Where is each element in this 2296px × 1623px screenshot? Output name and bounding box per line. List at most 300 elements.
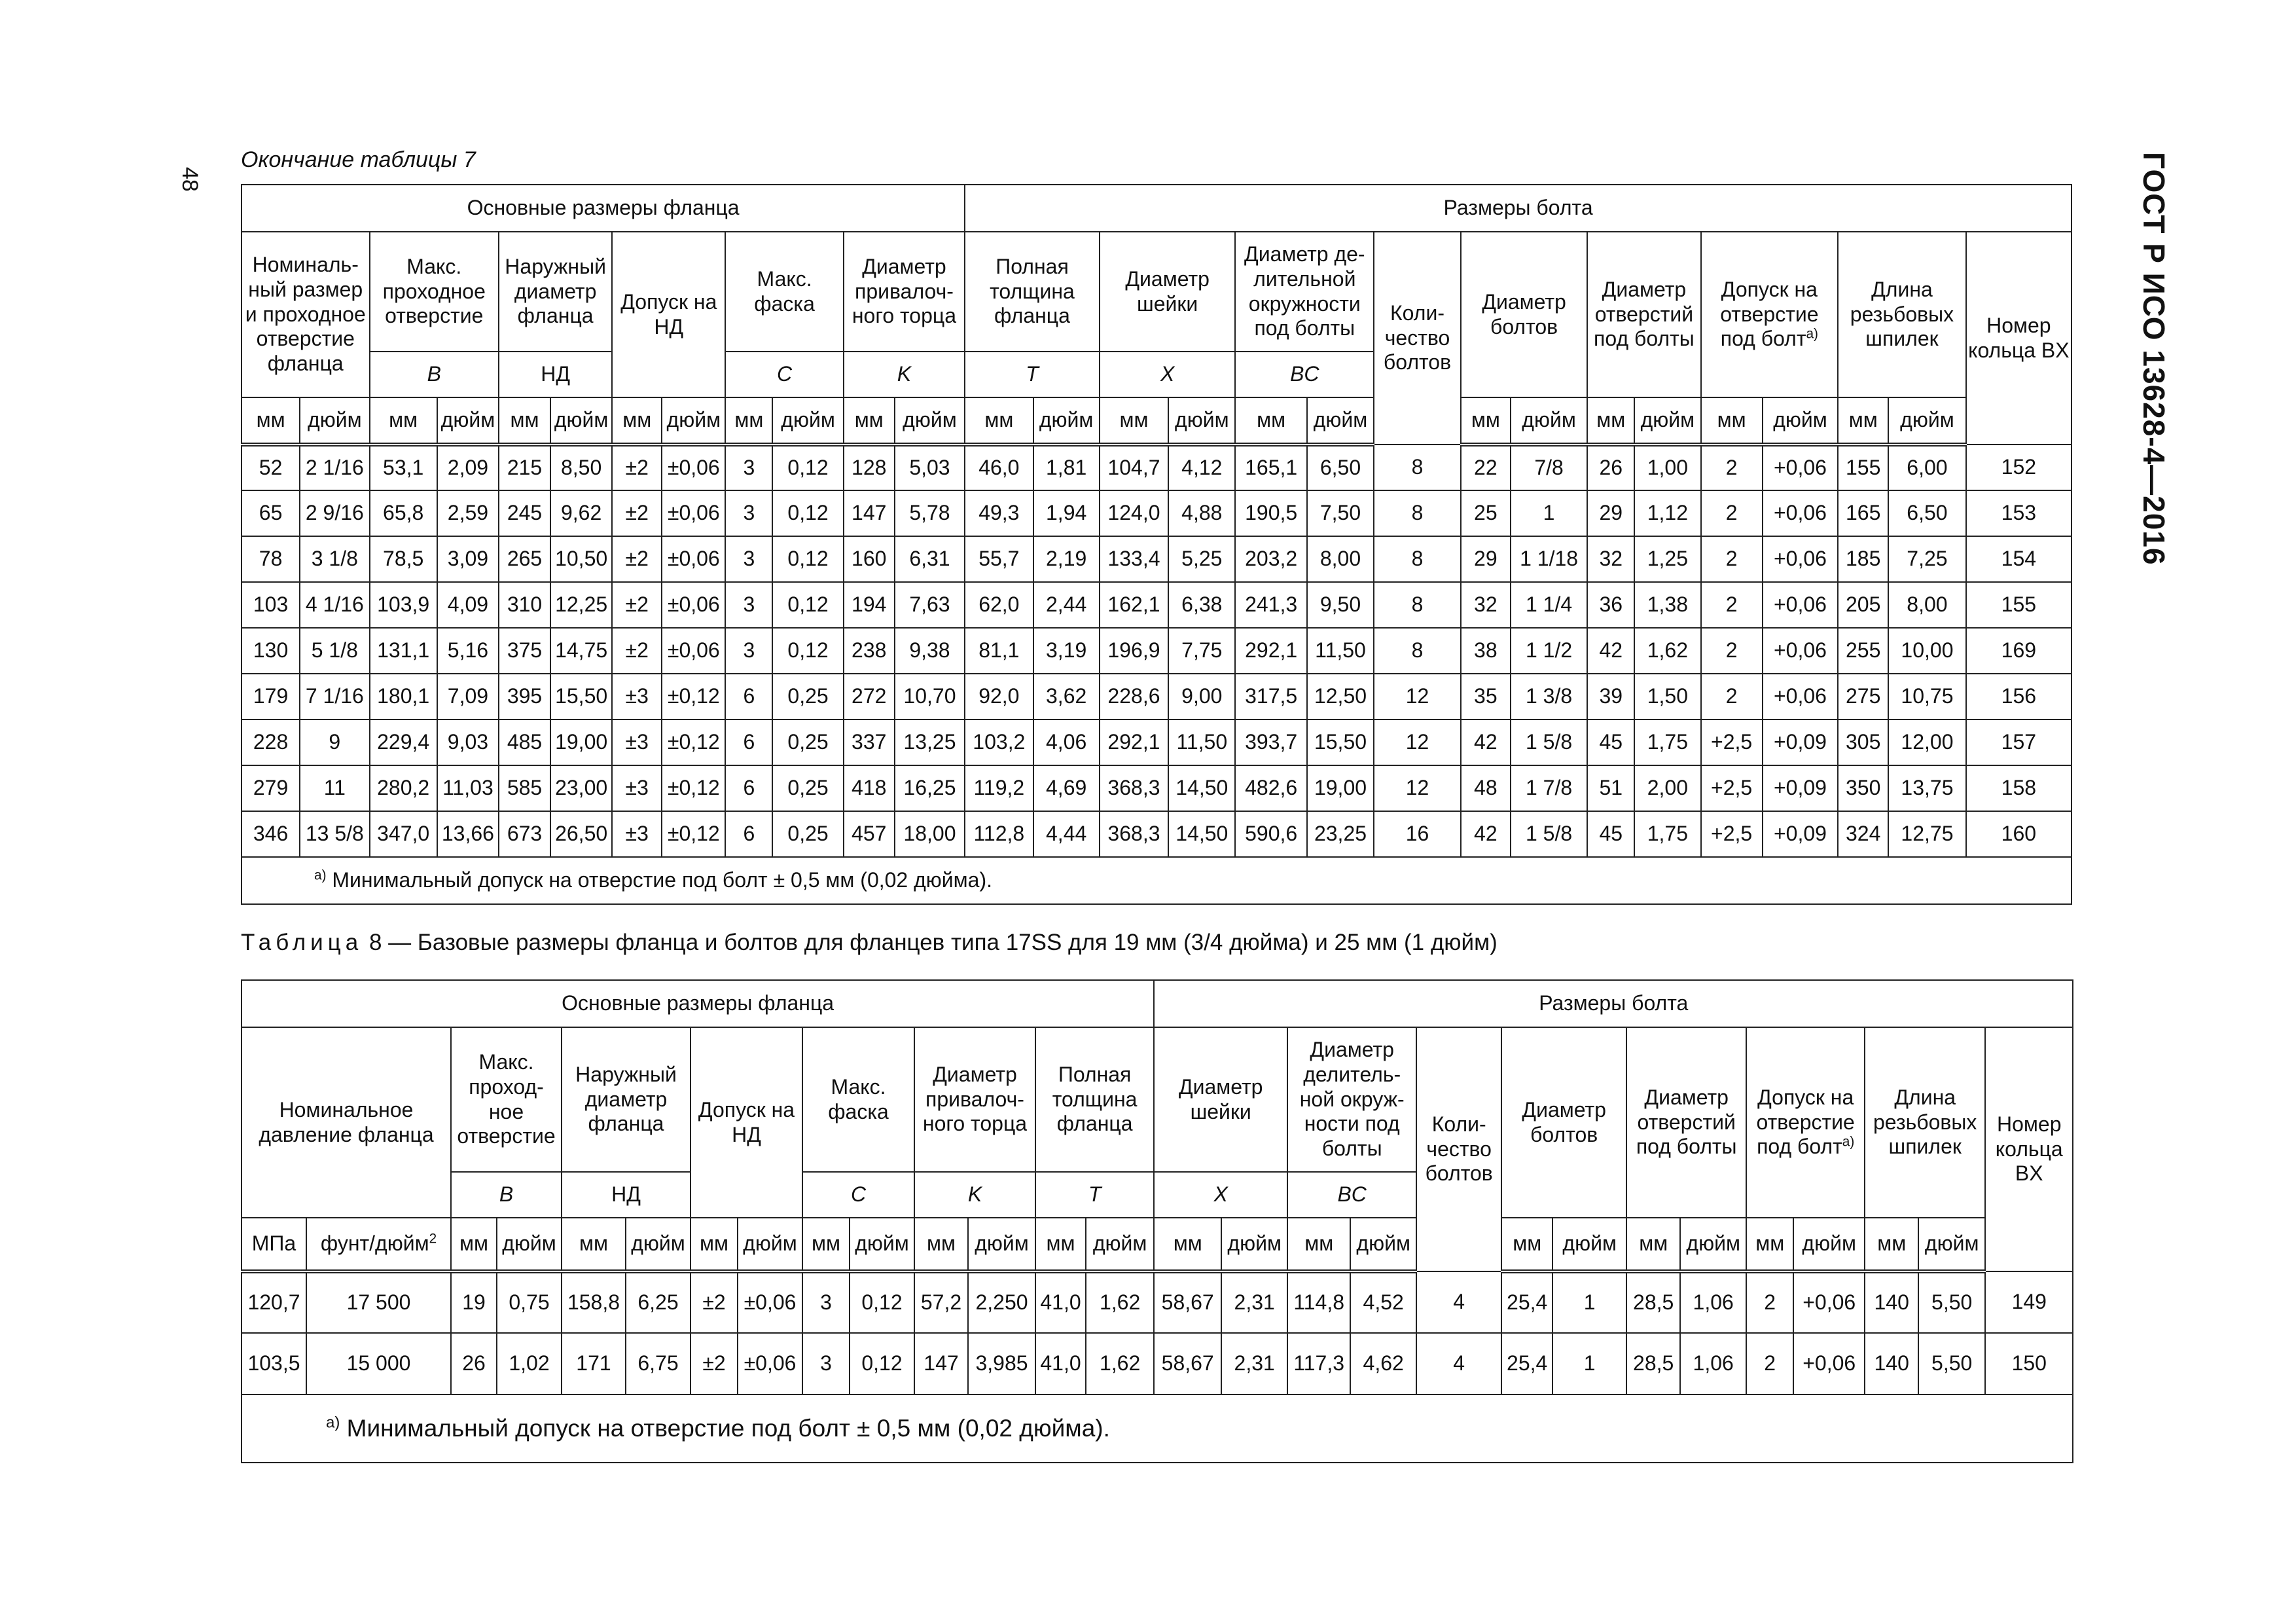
- table8-unit-in: дюйм: [626, 1218, 691, 1271]
- table-cell: +0,09: [1763, 720, 1838, 765]
- table-cell: 160: [844, 536, 895, 582]
- table8-col-bore: Макс. проход-ное отверстие: [451, 1027, 562, 1172]
- table-cell: 9,50: [1307, 582, 1374, 628]
- table8-body: [242, 1271, 2073, 1395]
- table-cell: 12,75: [1888, 811, 1966, 857]
- table-cell: 1,62: [1086, 1271, 1154, 1333]
- table-cell: 1 5/8: [1511, 720, 1588, 765]
- table8-footnote: $^{a)}$ Минимальный допуск на отверстие под болт ± 0,5 мм (0,02 дюйма).: [242, 1395, 2073, 1463]
- table-cell: 12,00: [1888, 720, 1966, 765]
- table-cell: 10,00: [1888, 628, 1966, 674]
- table-cell: 190,5: [1235, 490, 1306, 536]
- table-cell: 317,5: [1235, 674, 1306, 720]
- table-cell: 117,3: [1287, 1333, 1350, 1395]
- table-cell: 140: [1865, 1333, 1918, 1395]
- table-cell: 3,09: [437, 536, 499, 582]
- table7-unit-mm: мм: [1701, 397, 1763, 445]
- table-cell: 5,25: [1168, 536, 1235, 582]
- table-cell: 238: [844, 628, 895, 674]
- table-cell: 0,12: [850, 1271, 914, 1333]
- table8-unit-mm: мм: [802, 1218, 850, 1271]
- table-cell: 0,25: [772, 720, 843, 765]
- table-cell: 6,00: [1888, 445, 1966, 490]
- table8-sym-chamfer: C: [802, 1172, 914, 1218]
- table7-sym-bolt-circle: BC: [1235, 352, 1374, 397]
- table-row: [242, 628, 2072, 674]
- table-cell: 10,75: [1888, 674, 1966, 720]
- table7-col-od: Наружный диаметр фланца: [499, 232, 612, 352]
- table7-col-bolt-count: Коли-чество болтов: [1374, 232, 1461, 445]
- table-cell: 165,1: [1235, 445, 1306, 490]
- table-row: [242, 445, 2072, 490]
- table8-unit-in: дюйм: [497, 1218, 562, 1271]
- table-cell: 2 1/16: [300, 445, 369, 490]
- table7-footnote: $^{a)}$ Минимальный допуск на отверстие под болт ± 0,5 мм (0,02 дюйма).: [242, 857, 2072, 904]
- table-cell: 15 000: [306, 1333, 451, 1395]
- table-cell: 2 9/16: [300, 490, 369, 536]
- table-cell: 147: [844, 490, 895, 536]
- table-cell: 152: [1966, 445, 2072, 490]
- table-cell: 337: [844, 720, 895, 765]
- table-cell: +0,06: [1793, 1333, 1865, 1395]
- table-cell: 25,4: [1501, 1271, 1552, 1333]
- table7-unit-mm: мм: [499, 397, 550, 445]
- table-cell: 305: [1838, 720, 1888, 765]
- table-cell: 28,5: [1626, 1333, 1680, 1395]
- table8-sym-rf: K: [914, 1172, 1035, 1218]
- table7-unit-in: дюйм: [1168, 397, 1235, 445]
- table-cell: +0,06: [1793, 1271, 1865, 1333]
- table7-continuation-title: Окончание таблицы 7: [241, 147, 476, 172]
- table7-unit-mm: мм: [1235, 397, 1306, 445]
- table-cell: 3,19: [1033, 628, 1100, 674]
- table-cell: 14,50: [1168, 811, 1235, 857]
- table-row: [242, 536, 2072, 582]
- table-cell: 2: [1746, 1271, 1793, 1333]
- table-cell: 2: [1701, 445, 1763, 490]
- table-cell: 4,44: [1033, 811, 1100, 857]
- table-cell: 180,1: [370, 674, 437, 720]
- table7-unit-mm: мм: [844, 397, 895, 445]
- table-cell: 228: [242, 720, 300, 765]
- table-cell: 23,25: [1307, 811, 1374, 857]
- table-cell: 1,02: [497, 1333, 562, 1395]
- table7-body: [242, 445, 2072, 857]
- table-cell: 3: [725, 536, 772, 582]
- table-cell: 4,12: [1168, 445, 1235, 490]
- table-cell: +0,06: [1763, 674, 1838, 720]
- table-cell: 8: [1374, 582, 1461, 628]
- table-cell: 2: [1701, 536, 1763, 582]
- table-cell: 130: [242, 628, 300, 674]
- table-cell: 103,2: [965, 720, 1033, 765]
- table-cell: 6,25: [626, 1271, 691, 1333]
- table-cell: 3: [725, 490, 772, 536]
- table-cell: 8: [1374, 628, 1461, 674]
- table-row: [242, 490, 2072, 536]
- table8-unit-mm: мм: [1287, 1218, 1350, 1271]
- table-cell: 4: [1416, 1271, 1501, 1333]
- table7-sym-od: НД: [499, 352, 612, 397]
- table-cell: ±3: [612, 674, 662, 720]
- table8-unit-mpa: МПа: [242, 1218, 306, 1271]
- table-cell: 124,0: [1100, 490, 1168, 536]
- table-cell: 4: [1416, 1333, 1501, 1395]
- table7-sym-rf: K: [844, 352, 965, 397]
- table-cell: 673: [499, 811, 550, 857]
- table-cell: ±2: [612, 582, 662, 628]
- table-cell: 245: [499, 490, 550, 536]
- table8-col-tolerance: Допуск на НД: [691, 1027, 802, 1218]
- table8-col-pressure: Номинальное давление фланца: [242, 1027, 451, 1218]
- table7-col-thickness: Полная толщина фланца: [965, 232, 1100, 352]
- table-cell: 7,25: [1888, 536, 1966, 582]
- table-cell: 13,75: [1888, 765, 1966, 811]
- table-cell: ±2: [612, 628, 662, 674]
- table-cell: 185: [1838, 536, 1888, 582]
- table-cell: 0,25: [772, 674, 843, 720]
- table-cell: 19,00: [550, 720, 612, 765]
- table-cell: ±3: [612, 720, 662, 765]
- table-cell: 203,2: [1235, 536, 1306, 582]
- table-cell: 3 1/8: [300, 536, 369, 582]
- table-cell: 6,75: [626, 1333, 691, 1395]
- table8-col-od: Наружный диаметр фланца: [562, 1027, 691, 1172]
- table-cell: 57,2: [914, 1271, 968, 1333]
- table-cell: 3: [802, 1271, 850, 1333]
- table8-unit-in: дюйм: [850, 1218, 914, 1271]
- table-cell: 140: [1865, 1271, 1918, 1333]
- table-cell: 1 7/8: [1511, 765, 1588, 811]
- table-cell: 149: [1985, 1271, 2073, 1333]
- table-cell: 13 5/8: [300, 811, 369, 857]
- table-cell: 25,4: [1501, 1333, 1552, 1395]
- table7-group-flange: Основные размеры фланца: [242, 185, 965, 232]
- table7-col-hole-diameter: Диаметр отверстий под болты: [1587, 232, 1700, 397]
- table-cell: 1: [1552, 1271, 1626, 1333]
- table-cell: 62,0: [965, 582, 1033, 628]
- table8-unit-in: дюйм: [1918, 1218, 1985, 1271]
- table-cell: 52: [242, 445, 300, 490]
- table-cell: 103,9: [370, 582, 437, 628]
- table-cell: 1 5/8: [1511, 811, 1588, 857]
- table-cell: 58,67: [1154, 1333, 1221, 1395]
- table7-unit-in: дюйм: [1763, 397, 1838, 445]
- table-cell: 65,8: [370, 490, 437, 536]
- table-cell: 9,62: [550, 490, 612, 536]
- table-cell: 156: [1966, 674, 2072, 720]
- table8-col-raised-face: Диаметр привалоч-ного торца: [914, 1027, 1035, 1172]
- table-cell: 10,70: [895, 674, 965, 720]
- table7-unit-mm: мм: [370, 397, 437, 445]
- table-cell: ±0,12: [662, 720, 725, 765]
- table8-col-bolt-circle: Диаметр делитель-ной окруж-ности под болты: [1287, 1027, 1416, 1172]
- table-cell: 39: [1587, 674, 1634, 720]
- table-cell: 346: [242, 811, 300, 857]
- table8: [241, 979, 2073, 1463]
- table-cell: 1,00: [1634, 445, 1700, 490]
- table-cell: 48: [1461, 765, 1511, 811]
- table7-unit-in: дюйм: [895, 397, 965, 445]
- table-cell: 275: [1838, 674, 1888, 720]
- table-cell: 194: [844, 582, 895, 628]
- table-cell: +2,5: [1701, 765, 1763, 811]
- table-cell: 103: [242, 582, 300, 628]
- table-cell: 114,8: [1287, 1271, 1350, 1333]
- table-cell: 1 3/8: [1511, 674, 1588, 720]
- table8-col-hole-diameter: Диаметр отверстий под болты: [1626, 1027, 1746, 1218]
- table7-col-bolt-circle: Диаметр де-лительной окружности под болты: [1235, 232, 1374, 352]
- table7-unit-in: дюйм: [437, 397, 499, 445]
- table7-col-nominal: Номиналь-ный размер и проходное отверстие фланца: [242, 232, 370, 397]
- table-cell: 0,12: [850, 1333, 914, 1395]
- table-cell: 12,25: [550, 582, 612, 628]
- table-cell: 120,7: [242, 1271, 306, 1333]
- table-cell: 158,8: [562, 1271, 626, 1333]
- table-cell: 2,31: [1221, 1271, 1287, 1333]
- table-cell: 19,00: [1307, 765, 1374, 811]
- table-cell: 2: [1701, 628, 1763, 674]
- table8-unit-in: дюйм: [968, 1218, 1035, 1271]
- table-cell: 35: [1461, 674, 1511, 720]
- table-cell: 53,1: [370, 445, 437, 490]
- table-cell: 255: [1838, 628, 1888, 674]
- table7-unit-in: дюйм: [1634, 397, 1700, 445]
- table-cell: 279: [242, 765, 300, 811]
- table-cell: ±2: [691, 1333, 738, 1395]
- table-cell: 162,1: [1100, 582, 1168, 628]
- table-cell: 1,50: [1634, 674, 1700, 720]
- table7-group-bolt: Размеры болта: [965, 185, 2072, 232]
- table-cell: 12,50: [1307, 674, 1374, 720]
- table-cell: 9,03: [437, 720, 499, 765]
- table-cell: 375: [499, 628, 550, 674]
- table-cell: 155: [1838, 445, 1888, 490]
- table-cell: 272: [844, 674, 895, 720]
- table-cell: 1: [1552, 1333, 1626, 1395]
- table-cell: +0,06: [1763, 582, 1838, 628]
- table7-unit-in: дюйм: [1033, 397, 1100, 445]
- table-cell: +0,06: [1763, 536, 1838, 582]
- table7-col-bolt-diameter: Диаметр болтов: [1461, 232, 1587, 397]
- table-cell: 1,06: [1680, 1271, 1746, 1333]
- table-cell: 2,19: [1033, 536, 1100, 582]
- table7-sym-bore: B: [370, 352, 499, 397]
- table-cell: 0,12: [772, 582, 843, 628]
- table-cell: 154: [1966, 536, 2072, 582]
- table-cell: 2,59: [437, 490, 499, 536]
- table7-sym-chamfer: C: [725, 352, 843, 397]
- table-cell: 229,4: [370, 720, 437, 765]
- table-cell: ±2: [612, 445, 662, 490]
- table-cell: ±2: [612, 490, 662, 536]
- table7-unit-mm: мм: [1587, 397, 1634, 445]
- table-cell: 160: [1966, 811, 2072, 857]
- table8-col-stud-length: Длина резьбовых шпилек: [1865, 1027, 1985, 1218]
- table-cell: 17 500: [306, 1271, 451, 1333]
- table7-col-stud-length: Длина резьбовых шпилек: [1838, 232, 1966, 397]
- table-cell: ±0,06: [738, 1333, 802, 1395]
- table8-sym-bolt-circle: BC: [1287, 1172, 1416, 1218]
- table-cell: 0,25: [772, 765, 843, 811]
- table-cell: 45: [1587, 720, 1634, 765]
- table-cell: 171: [562, 1333, 626, 1395]
- table-cell: 1 1/2: [1511, 628, 1588, 674]
- table-cell: 9: [300, 720, 369, 765]
- table7-unit-mm: мм: [1838, 397, 1888, 445]
- table-cell: 8,00: [1888, 582, 1966, 628]
- table-cell: 215: [499, 445, 550, 490]
- table-cell: +2,5: [1701, 811, 1763, 857]
- table-cell: 4,62: [1350, 1333, 1416, 1395]
- table-cell: 3: [725, 445, 772, 490]
- table-cell: 78,5: [370, 536, 437, 582]
- table-cell: 92,0: [965, 674, 1033, 720]
- table-cell: 25: [1461, 490, 1511, 536]
- table-cell: 7,63: [895, 582, 965, 628]
- table-row: [242, 765, 2072, 811]
- table-cell: 1: [1511, 490, 1588, 536]
- table-cell: 14,50: [1168, 765, 1235, 811]
- table-cell: 32: [1587, 536, 1634, 582]
- table-cell: 49,3: [965, 490, 1033, 536]
- table-cell: 4,69: [1033, 765, 1100, 811]
- table-cell: 8,00: [1307, 536, 1374, 582]
- table8-col-ring-number: Номер кольца BX: [1985, 1027, 2073, 1271]
- table-cell: +0,06: [1763, 628, 1838, 674]
- table-cell: 7,75: [1168, 628, 1235, 674]
- table-cell: 0,12: [772, 628, 843, 674]
- table-cell: 205: [1838, 582, 1888, 628]
- table-cell: 8: [1374, 490, 1461, 536]
- table-cell: 65: [242, 490, 300, 536]
- table8-unit-mm: мм: [1501, 1218, 1552, 1271]
- table-cell: 2,250: [968, 1271, 1035, 1333]
- table7-col-tolerance: Допуск на НД: [612, 232, 725, 397]
- table-cell: 347,0: [370, 811, 437, 857]
- table-cell: 128: [844, 445, 895, 490]
- table-cell: 12: [1374, 765, 1461, 811]
- table-cell: 5 1/8: [300, 628, 369, 674]
- table-cell: +0,06: [1763, 445, 1838, 490]
- table-cell: 6: [725, 674, 772, 720]
- table-cell: 196,9: [1100, 628, 1168, 674]
- table7-col-bore: Макс. проходное отверстие: [370, 232, 499, 352]
- table8-unit-in: дюйм: [1680, 1218, 1746, 1271]
- table8-sym-od: НД: [562, 1172, 691, 1218]
- table7-col-chamfer: Макс. фаска: [725, 232, 843, 352]
- table-cell: 1,06: [1680, 1333, 1746, 1395]
- table8-unit-mm: мм: [914, 1218, 968, 1271]
- table-cell: ±0,06: [738, 1271, 802, 1333]
- table-cell: 393,7: [1235, 720, 1306, 765]
- table-cell: 368,3: [1100, 811, 1168, 857]
- table-cell: 2: [1701, 490, 1763, 536]
- table-cell: 38: [1461, 628, 1511, 674]
- table7-col-hub: Диаметр шейки: [1100, 232, 1236, 352]
- standard-designation: ГОСТ Р ИСО 13628-4—2016: [2137, 152, 2171, 566]
- table-cell: 1 1/4: [1511, 582, 1588, 628]
- table-cell: ±2: [612, 536, 662, 582]
- table-cell: 485: [499, 720, 550, 765]
- table-row: [242, 720, 2072, 765]
- table-cell: 0,25: [772, 811, 843, 857]
- table7-unit-mm: мм: [612, 397, 662, 445]
- table-cell: 5,78: [895, 490, 965, 536]
- table8-unit-in: дюйм: [1552, 1218, 1626, 1271]
- table8-unit-mm: мм: [562, 1218, 626, 1271]
- table-cell: 2: [1701, 674, 1763, 720]
- table-cell: 2,09: [437, 445, 499, 490]
- table-cell: 1,81: [1033, 445, 1100, 490]
- table8-unit-mm: мм: [1626, 1218, 1680, 1271]
- table-cell: 58,67: [1154, 1271, 1221, 1333]
- table-cell: ±0,06: [662, 536, 725, 582]
- table-cell: 157: [1966, 720, 2072, 765]
- table-row: [242, 674, 2072, 720]
- table-cell: 55,7: [965, 536, 1033, 582]
- table-cell: 3,62: [1033, 674, 1100, 720]
- table-cell: 153: [1966, 490, 2072, 536]
- table-cell: 147: [914, 1333, 968, 1395]
- table-cell: +0,09: [1763, 811, 1838, 857]
- table-cell: 3: [725, 628, 772, 674]
- table-cell: 5,16: [437, 628, 499, 674]
- table-cell: 0,12: [772, 536, 843, 582]
- table-cell: 46,0: [965, 445, 1033, 490]
- table-cell: 11: [300, 765, 369, 811]
- table-cell: 15,50: [1307, 720, 1374, 765]
- table-cell: 7 1/16: [300, 674, 369, 720]
- table-cell: 1,62: [1634, 628, 1700, 674]
- table-cell: 9,00: [1168, 674, 1235, 720]
- table-cell: 36: [1587, 582, 1634, 628]
- table-cell: 16: [1374, 811, 1461, 857]
- table-cell: 1,94: [1033, 490, 1100, 536]
- table-cell: 18,00: [895, 811, 965, 857]
- table-cell: 324: [1838, 811, 1888, 857]
- table7-unit-in: дюйм: [300, 397, 369, 445]
- table-cell: 482,6: [1235, 765, 1306, 811]
- table-cell: 1,38: [1634, 582, 1700, 628]
- table8-unit-in: дюйм: [1793, 1218, 1865, 1271]
- table-cell: 131,1: [370, 628, 437, 674]
- table-cell: 78: [242, 536, 300, 582]
- table-cell: 9,38: [895, 628, 965, 674]
- table-cell: ±0,06: [662, 490, 725, 536]
- table-cell: +0,06: [1763, 490, 1838, 536]
- table-cell: 280,2: [370, 765, 437, 811]
- table-cell: 5,03: [895, 445, 965, 490]
- table-cell: 0,12: [772, 490, 843, 536]
- table-cell: 1,62: [1086, 1333, 1154, 1395]
- table8-col-hole-tolerance: Допуск на отверстие под болт$^{a)}$: [1746, 1027, 1865, 1218]
- table-cell: 395: [499, 674, 550, 720]
- table-cell: 418: [844, 765, 895, 811]
- table-cell: 3: [802, 1333, 850, 1395]
- table-cell: 19: [451, 1271, 497, 1333]
- table-cell: 15,50: [550, 674, 612, 720]
- table-cell: ±0,06: [662, 582, 725, 628]
- table-cell: 1,25: [1634, 536, 1700, 582]
- table-cell: ±3: [612, 765, 662, 811]
- table-cell: ±0,06: [662, 628, 725, 674]
- page-number: 48: [177, 167, 202, 192]
- table-cell: 228,6: [1100, 674, 1168, 720]
- table8-unit-mm: мм: [1035, 1218, 1086, 1271]
- table7-col-hole-tolerance: Допуск на отверстие под болт$^{a)}$: [1701, 232, 1839, 397]
- table8-col-thickness: Полная толщина фланца: [1035, 1027, 1154, 1172]
